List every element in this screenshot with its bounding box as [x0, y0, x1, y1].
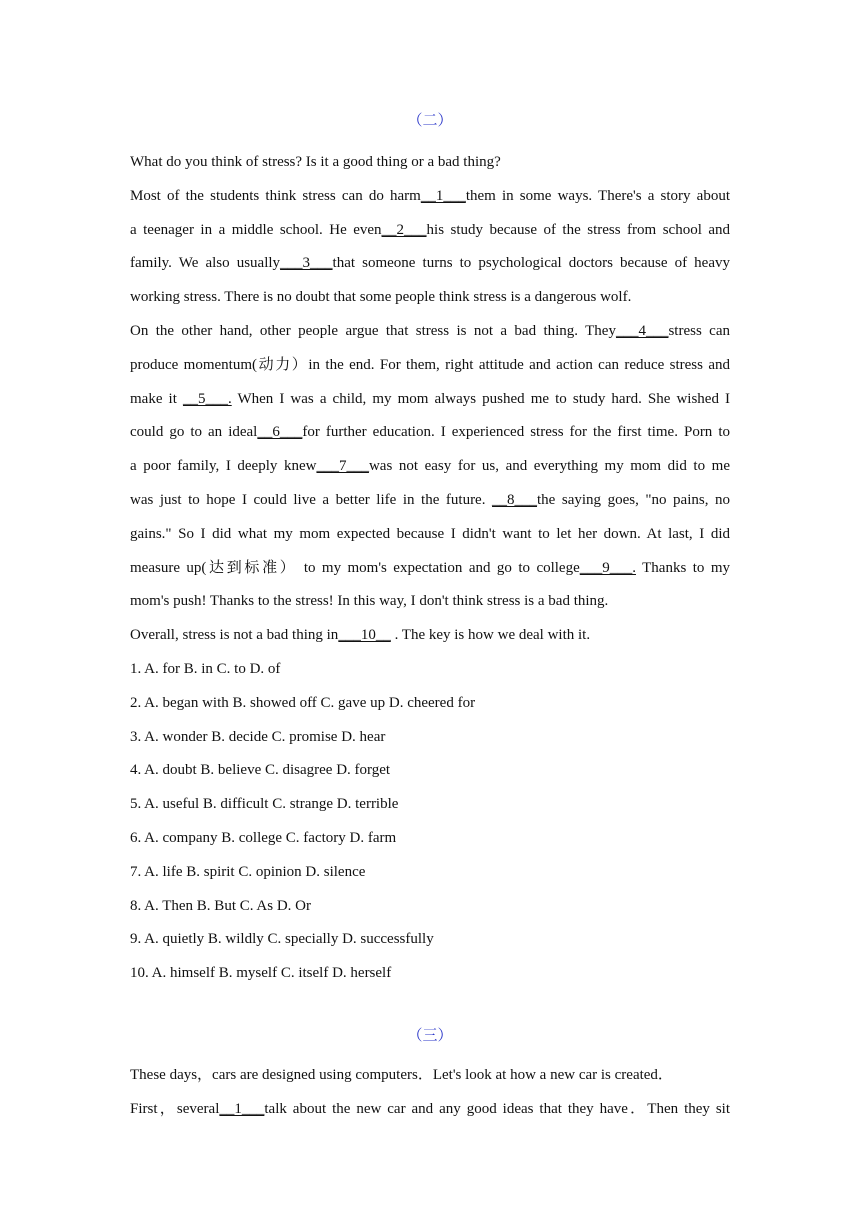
option-line-9: 9. A. quietly B. wildly C. specially D. successfully: [130, 931, 434, 948]
section-heading-2: （二）: [407, 113, 453, 129]
blank-2: __2___: [381, 221, 427, 238]
blank-7: ___7___: [316, 458, 369, 475]
paragraph-line: could go to an ideal__6___for further education. I experienced stress for the first time. Porn to: [130, 424, 730, 441]
paragraph-line: working stress. There is no doubt that some people think stress is a dangerous wolf.: [130, 289, 632, 306]
option-line-7: 7. A. life B. spirit C. opinion D. silence: [130, 863, 366, 880]
blank-10: ___10__: [338, 627, 391, 644]
document-content: [130, 110, 730, 1127]
paragraph-line: family. We also usually___3___that someone turns to psychological doctors because of heavy: [130, 255, 730, 272]
option-line-6: 6. A. company B. college C. factory D. farm: [130, 829, 397, 846]
paragraph-line: measure up(达到标准） to my mom's expectation and go to college___9___. Thanks to my: [130, 559, 730, 576]
blank-9: ___9___.: [579, 559, 636, 576]
paragraph-line: was just to hope I could live a better life in the future. __8___the saying goes, "no pains, no: [130, 491, 730, 508]
paragraph-line: make it __5___. When I was a child, my mom always pushed me to study hard. She wished I: [130, 390, 730, 407]
option-line-10: 10. A. himself B. myself C. itself D. herself: [130, 965, 392, 982]
paragraph-line: gains." So I did what my mom expected because I didn't want to let her down. At last, I did: [130, 525, 730, 542]
paragraph-line: First，several__1___talk about the new car and any good ideas that they have．Then they sit: [130, 1100, 731, 1117]
option-line-8: 8. A. Then B. But C. As D. Or: [130, 897, 311, 914]
blank-1: __1___: [219, 1100, 265, 1117]
option-line-3: 3. A. wonder B. decide C. promise D. hear: [130, 728, 386, 745]
intro-line: What do you think of stress? Is it a good thing or a bad thing?: [130, 154, 501, 170]
paragraph-line: Overall, stress is not a bad thing in___10__ . The key is how we deal with it.: [130, 627, 591, 644]
paragraph-line: mom's push! Thanks to the stress! In this way, I don't think stress is a bad thing.: [130, 593, 609, 610]
option-line-1: 1. A. for B. in C. to D. of: [130, 660, 281, 677]
option-line-5: 5. A. useful B. difficult C. strange D. terrible: [130, 796, 399, 813]
option-line-2: 2. A. began with B. showed off C. gave up D. cheered for: [130, 694, 476, 711]
paragraph-line: These days，cars are designed using computers．Let's look at how a new car is created．: [130, 1066, 673, 1083]
blank-6: __6___: [257, 424, 303, 441]
option-line-4: 4. A. doubt B. believe C. disagree D. forget: [130, 762, 391, 779]
blank-5: __5___.: [182, 390, 232, 407]
blank-3: ___3___: [280, 255, 333, 272]
paragraph-line: a teenager in a middle school. He even__2___his study because of the stress from school and: [130, 221, 730, 238]
section-heading-3: （三）: [407, 1027, 453, 1044]
blank-1: __1___: [420, 187, 466, 204]
paragraph-line: Most of the students think stress can do harm__1___them in some ways. There's a story about: [130, 187, 730, 204]
paragraph-line: On the other hand, other people argue that stress is not a bad thing. They___4___stress can: [130, 322, 730, 339]
blank-4: ___4___: [615, 322, 669, 339]
paragraph-line: a poor family, I deeply knew___7___was not easy for us, and everything my mom did to me: [130, 458, 730, 475]
blank-8: __8___: [492, 491, 538, 508]
paragraph-line: produce momentum(动力）in the end. For them, right attitude and action can reduce stress and: [130, 356, 730, 373]
